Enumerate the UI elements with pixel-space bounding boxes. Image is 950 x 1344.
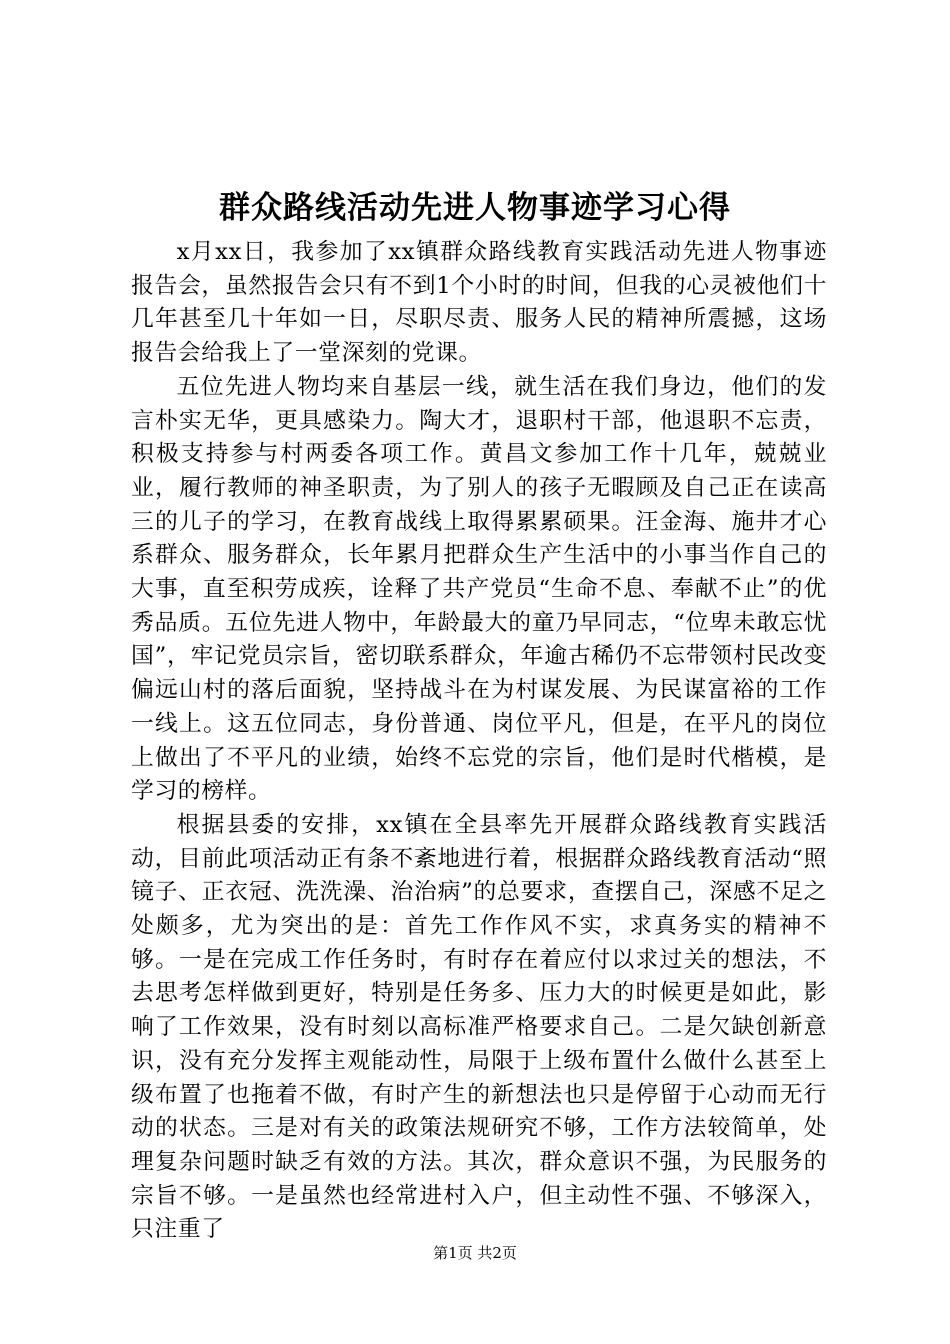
paragraph-3: 根据县委的安排，xx镇在全县率先开展群众路线教育实践活动，目前此项活动正有条不紊地进行着，根据群众路线教育活动“照镜子、正衣冠、洗洗澡、治治病”的总要求，查摆自己，深感不足之处颇多，尤为突出的是：首先工作作风不实，求真务实的精神不够。一是在完成工作任务时，有时存在着应付以求过关的想法，不去思考怎样做到更好，特别是任务多、压力大的时候更是如此，影响了工作效果，没有时刻以高标准严格要求自己。二是欠缺创新意识，没有充分发挥主观能动性，局限于上级布置什么做什么甚至上级布置了也拖着不做，有时产生的新想法也只是停留于心动而无行动的状态。三是对有关的政策法规研究不够，工作方法较简单，处理复杂问题时缺乏有效的方法。其次，群众意识不强，为民服务的宗旨不够。一是虽然也经常进村入户，但主动性不强、不够深入，只注重了 — [131, 811, 827, 1243]
page-number-footer: 第1页 共2页 — [433, 1244, 517, 1262]
page-title: 群众路线活动先进人物事迹学习心得 — [219, 190, 731, 226]
paragraph-1: x月xx日，我参加了xx镇群众路线教育实践活动先进人物事迹报告会，虽然报告会只有不到1个小时的时间，但我的心灵被他们十几年甚至几十年如一日，尽职尽责、服务人民的精神所震撼，这场报告会给我上了一堂深刻的党课。 — [131, 239, 827, 367]
document-body — [131, 236, 827, 1247]
paragraph-2: 五位先进人物均来自基层一线，就生活在我们身边，他们的发言朴实无华，更具感染力。陶大才，退职村干部，他退职不忘责，积极支持参与村两委各项工作。黄昌文参加工作十几年，兢兢业业，履行教师的神圣职责，为了别人的孩子无暇顾及自己正在读高三的儿子的学习，在教育战线上取得累累硕果。汪金海、施井才心系群众、服务群众，长年累月把群众生产生活中的小事当作自己的大事，直至积劳成疾，诠释了共产党员“生命不息、奉献不止”的优秀品质。五位先进人物中，年龄最大的童乃早同志，“位卑未敢忘忧国”，牢记党员宗旨，密切联系群众，年逾古稀仍不忘带领村民改变偏远山村的落后面貌，坚持战斗在为村谋发展、为民谋富裕的工作一线上。这五位同志，身份普通、岗位平凡，但是，在平凡的岗位上做出了不平凡的业绩，始终不忘党的宗旨，他们是时代楷模，是学习的榜样。 — [131, 373, 827, 805]
